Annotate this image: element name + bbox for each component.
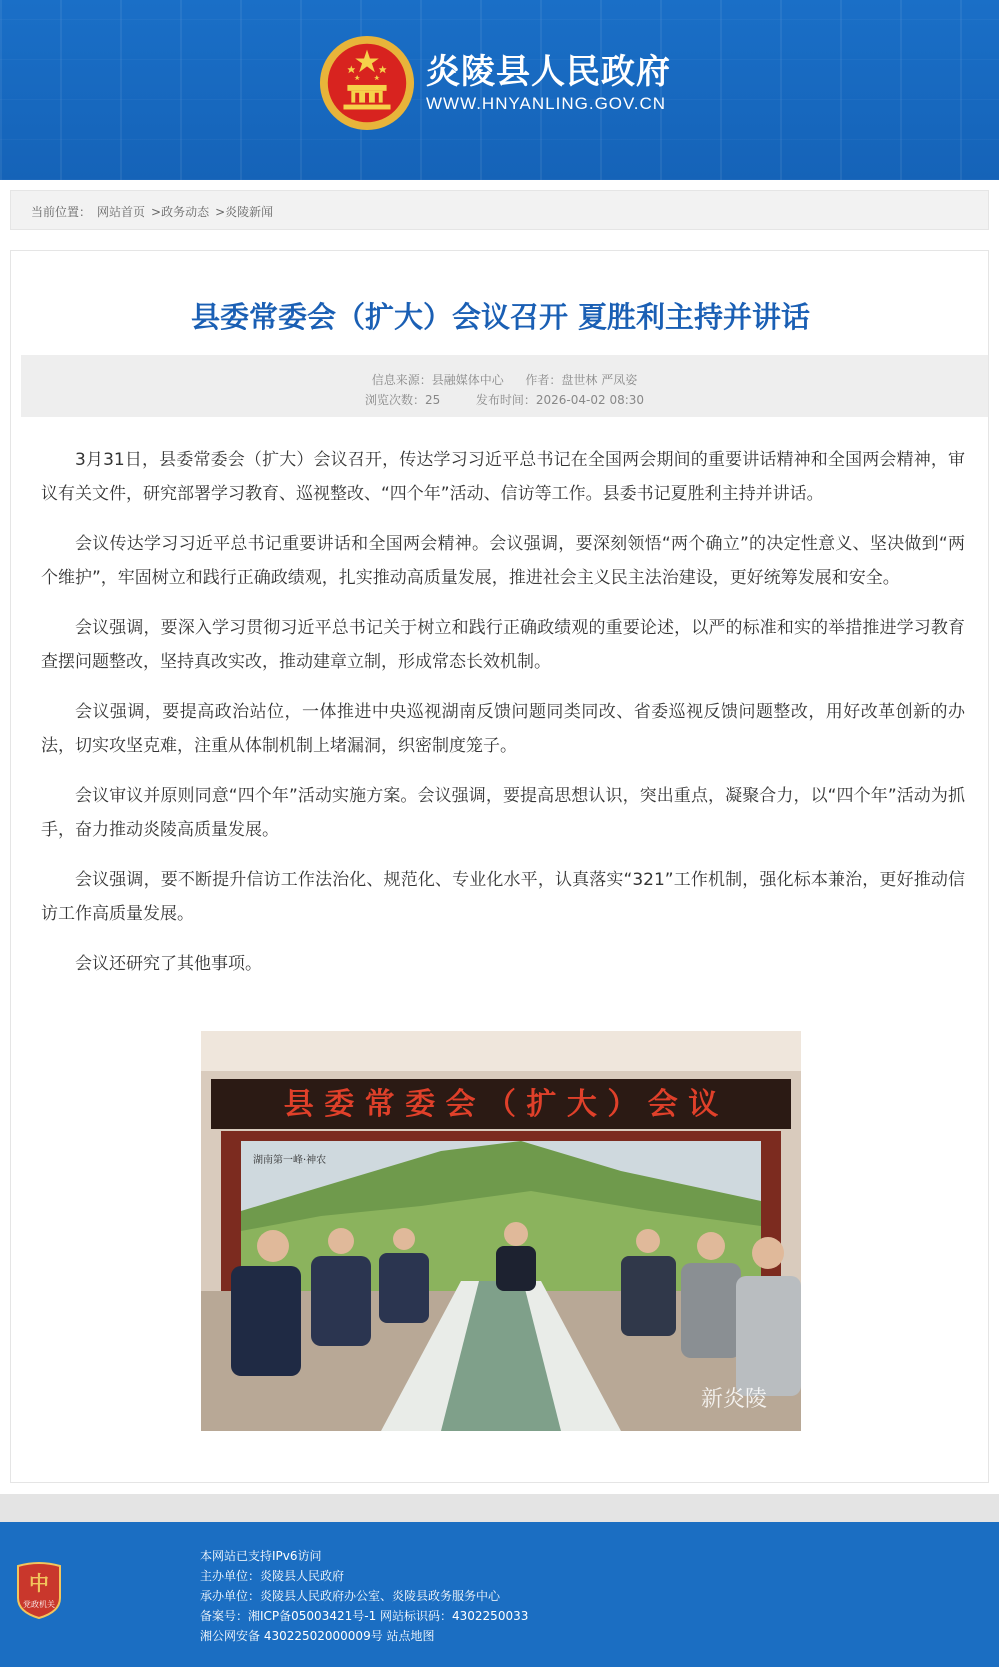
led-banner-text: 县 委 常 委 会 （ 扩 大 ） 会 议 <box>283 1087 719 1122</box>
footer-ipv6-note: 本网站已支持IPv6访问 <box>200 1549 322 1563</box>
article-author: 作者：盘世林 严凤姿 <box>525 373 638 387</box>
footer <box>0 1522 999 1667</box>
footer-divider-band <box>0 1494 999 1522</box>
article-paragraph: 会议强调，要深入学习贯彻习近平总书记关于树立和践行正确政绩观的重要论述，以严的标准和实的举措推进学习教育查摆问题整改，坚持真改实改，推动建章立制，形成常态长效机制。 <box>41 618 965 672</box>
svg-text:中: 中 <box>29 1571 49 1595</box>
badge-label: 党政机关 <box>23 1600 55 1609</box>
photo-watermark: 新炎陵 <box>701 1387 768 1412</box>
article-paragraph: 会议传达学习习近平总书记重要讲话和全国两会精神。会议强调，要深刻领悟“两个确立”的决定性意义、坚决做到“两个维护”，牢固树立和践行正确政绩观，扎实推动高质量发展，推进社会主义民主法治建设，更好统筹发展和安全。 <box>41 534 965 588</box>
article-paragraph: 会议强调，要不断提升信访工作法治化、规范化、专业化水平，认真落实“321”工作机制，强化标本兼治，更好推动信访工作高质量发展。 <box>41 870 965 924</box>
footer-icp-record[interactable]: 备案号：湘ICP备05003421号-1 网站标识码：4302250033 <box>200 1609 529 1623</box>
party-government-badge-icon[interactable] <box>14 1560 64 1620</box>
article-paragraph: 会议强调，要提高政治站位，一体推进中央巡视湖南反馈问题同类同改、省委巡视反馈问题整改，用好改革创新的办法，切实攻坚克难，注重从体制机制上堵漏洞，织密制度笼子。 <box>41 702 965 756</box>
footer-organizer: 承办单位：炎陵县人民政府办公室、炎陵县政务服务中心 <box>200 1589 501 1603</box>
article-container <box>10 250 989 1483</box>
article-date: 发布时间：2026-04-02 08:30 <box>475 393 645 407</box>
header-banner <box>0 0 999 180</box>
article-source: 信息来源：县融媒体中心 <box>371 373 504 387</box>
article-meta <box>21 355 988 417</box>
article-paragraph: 会议还研究了其他事项。 <box>75 954 262 974</box>
article-paragraph: 3月31日，县委常委会（扩大）会议召开，传达学习习近平总书记在全国两会期间的重要讲话精神和全国两会精神，审议有关文件，研究部署学习教育、巡视整改、“四个年”活动、信访等工作。县委书记夏胜利主持并讲话。 <box>41 450 965 504</box>
national-emblem-icon <box>318 34 416 132</box>
article-views: 浏览次数：25 <box>364 393 441 407</box>
breadcrumb-label: 当前位置： <box>31 205 92 219</box>
breadcrumb-news-link[interactable]: >炎陵新闻 <box>215 205 274 219</box>
breadcrumb <box>10 190 989 230</box>
breadcrumb-home-link[interactable]: 网站首页 <box>97 205 146 219</box>
footer-sponsor: 主办单位：炎陵县人民政府 <box>200 1569 345 1583</box>
footer-info <box>200 1546 528 1646</box>
site-name: 炎陵县人民政府 <box>426 52 671 92</box>
meeting-photo <box>201 1031 801 1431</box>
site-url: WWW.HNYANLING.GOV.CN <box>426 94 667 113</box>
breadcrumb-politics-link[interactable]: >政务动态 <box>151 205 210 219</box>
article-paragraph: 会议审议并原则同意“四个年”活动实施方案。会议强调，要提高思想认识，突出重点，凝聚合力，以“四个年”活动为抓手，奋力推动炎陵高质量发展。 <box>41 786 965 840</box>
painting-caption: 湖南第一峰·神农 <box>253 1155 327 1166</box>
footer-police-record[interactable]: 湘公网安备 43022502000009号 站点地图 <box>200 1629 435 1643</box>
article-title: 县委常委会（扩大）会议召开 夏胜利主持并讲话 <box>190 300 811 334</box>
article-body <box>41 443 965 997</box>
